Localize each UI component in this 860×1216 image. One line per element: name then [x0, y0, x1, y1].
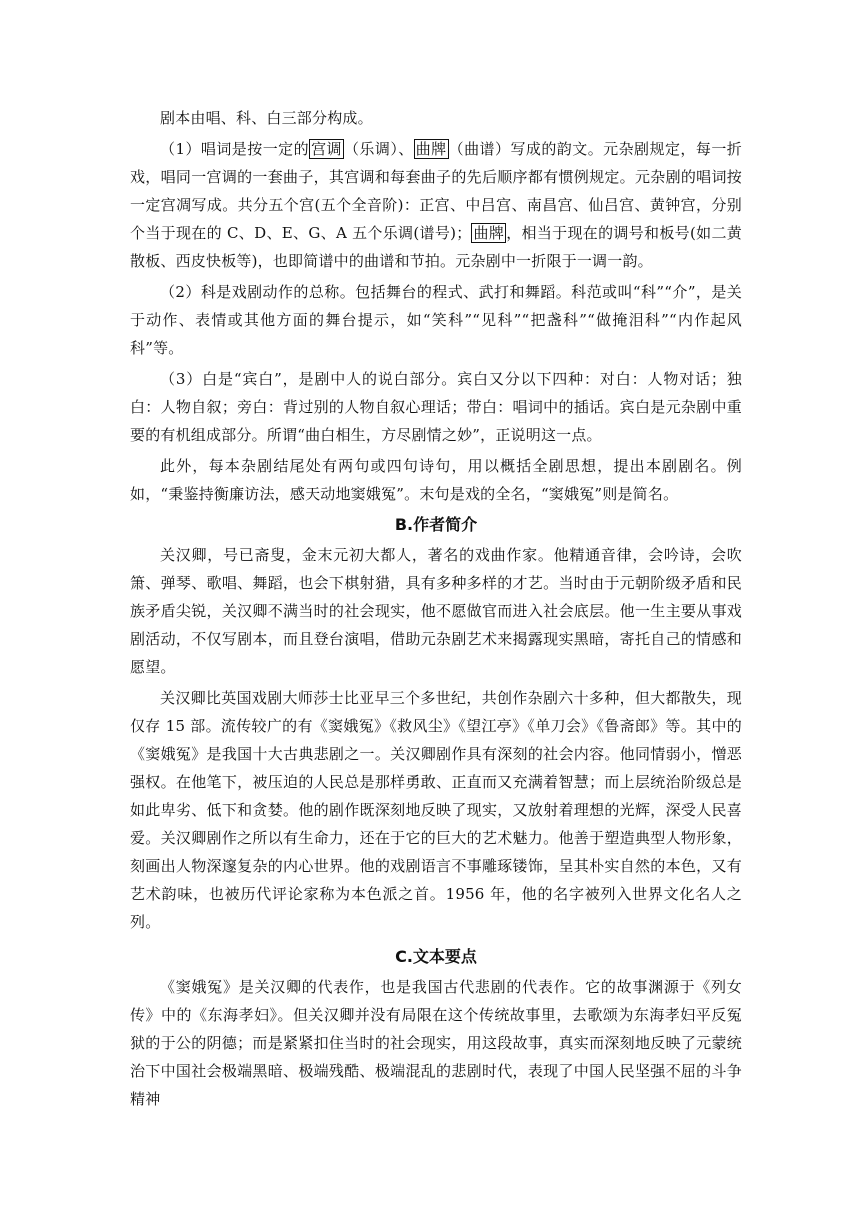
text-span: （曲谱）写成的韵文。元杂剧规定，每一折戏，唱同一宫调的一套曲子，其宫调和每套曲子的先后顺序都有惯例规定。元杂剧的唱词按一定宫凋写成。共分五个宫(五个全音阶)：正宫、中吕宫、南昌宫、仙吕宫、黄钟宫，分别个当于现在的 C、D、E、G、A 五个乐调(谱号)；	[130, 140, 742, 242]
text-span: ，相当于现在的调号和板号(如二黄散板、西皮快板等)，也即简谱中的曲谱和节拍。元杂剧中一折限于一调一韵。	[130, 224, 743, 270]
paragraph-author-bio: 关汉卿，号已斋叟，金末元初大都人，著名的戏曲作家。他精通音律，会吟诗，会吹箫、弹琴、歌唱、舞蹈，也会下棋射猎，具有多种多样的才艺。当时由于元朝阶级矛盾和民族矛盾尖锐，关汉卿不满当时的社会现实，他不愿做官而进入社会底层。他一生主要从事戏剧活动，不仅写剧本，而且登台演唱，借助元杂剧艺术来揭露现实黑暗，寄托自己的情感和愿望。	[130, 546, 742, 676]
heading-text-points: C.文本要点	[395, 947, 477, 966]
paragraph-title-poem: 此外，每本杂剧结尾处有两句或四句诗句，用以概括全剧思想，提出本剧剧名。例如，“秉鉴持衡廉访法，感天动地窦娥冤”。末句是戏的全名，“窦娥冤”则是简名。	[130, 457, 742, 503]
text-span: （乐调）、	[343, 140, 414, 158]
boxed-term-qupai: 曲牌	[415, 140, 447, 158]
boxed-term-gongdiao: 宫调	[311, 140, 342, 158]
paragraph-ke-action: （2）科是戏剧动作的总称。包括舞台的程式、武打和舞蹈。科范或叫“科”“介”，是关于动作、表情或其他方面的舞台提示，如“笑科”“见科”“把盏科”“做掩泪科”“内作起风科”等。	[130, 283, 742, 357]
heading-author-intro: B.作者简介	[394, 515, 478, 534]
paragraph-author-works: 关汉卿比英国戏剧大师莎士比亚早三个多世纪，共创作杂剧六十多种，但大都散失，现仅存 15 部。流传较广的有《窦娥冤》《救风尘》《望江亭》《单刀会》《鲁斋郎》等。其中的《窦娥冤》是我国十大古典悲剧之一。关汉卿剧作具有深刻的社会内容。他同情弱小，憎恶强权。在他笔下，被压迫的人民总是那样勇敢、正直而又充满着智慧；而上层统治阶级总是如此卑劣、低下和贪婪。他的剧作既深刻地反映了现实，又放射着理想的光辉，深受人民喜爱。关汉卿剧作之所以有生命力，还在于它的巨大的艺术魅力。他善于塑造典型人物形象，刻画出人物深邃复杂的内心世界。他的戏剧语言不事雕琢镂饰，呈其朴实自然的本色，又有艺术韵味，也被历代评论家称为本色派之首。1956 年，他的名字被列入世界文化名人之列。	[130, 689, 742, 931]
paragraph-singing-lyrics	[130, 135, 742, 275]
boxed-term-qupai-2: 曲牌	[473, 224, 505, 242]
intro-paragraph: 剧本由唱、科、白三部分构成。	[160, 109, 373, 127]
paragraph-bai-speech: （3）白是“宾白”，是剧中人的说白部分。宾白又分以下四种：对白：人物对话；独白：人物自叙；旁白：背过别的人物自叙心理话；带白：唱词中的插话。宾白是元杂剧中重要的有机组成部分。所谓“曲白相生，方尽剧情之妙”，正说明这一点。	[130, 370, 742, 444]
text-span: （1）唱词是按一定的	[160, 140, 310, 158]
paragraph-text-points: 《窦娥冤》是关汉卿的代表作，也是我国古代悲剧的代表作。它的故事渊源于《列女传》中的《东海孝妇》。但关汉卿并没有局限在这个传统故事里，去歌颂为东海孝妇平反冤狱的于公的阴德；而是紧紧扣住当时的社会现实，用这段故事，真实而深刻地反映了元蒙统治下中国社会极端黑暗、极端残酷、极端混乱的悲剧时代，表现了中国人民坚强不屈的斗争精神	[130, 978, 742, 1108]
